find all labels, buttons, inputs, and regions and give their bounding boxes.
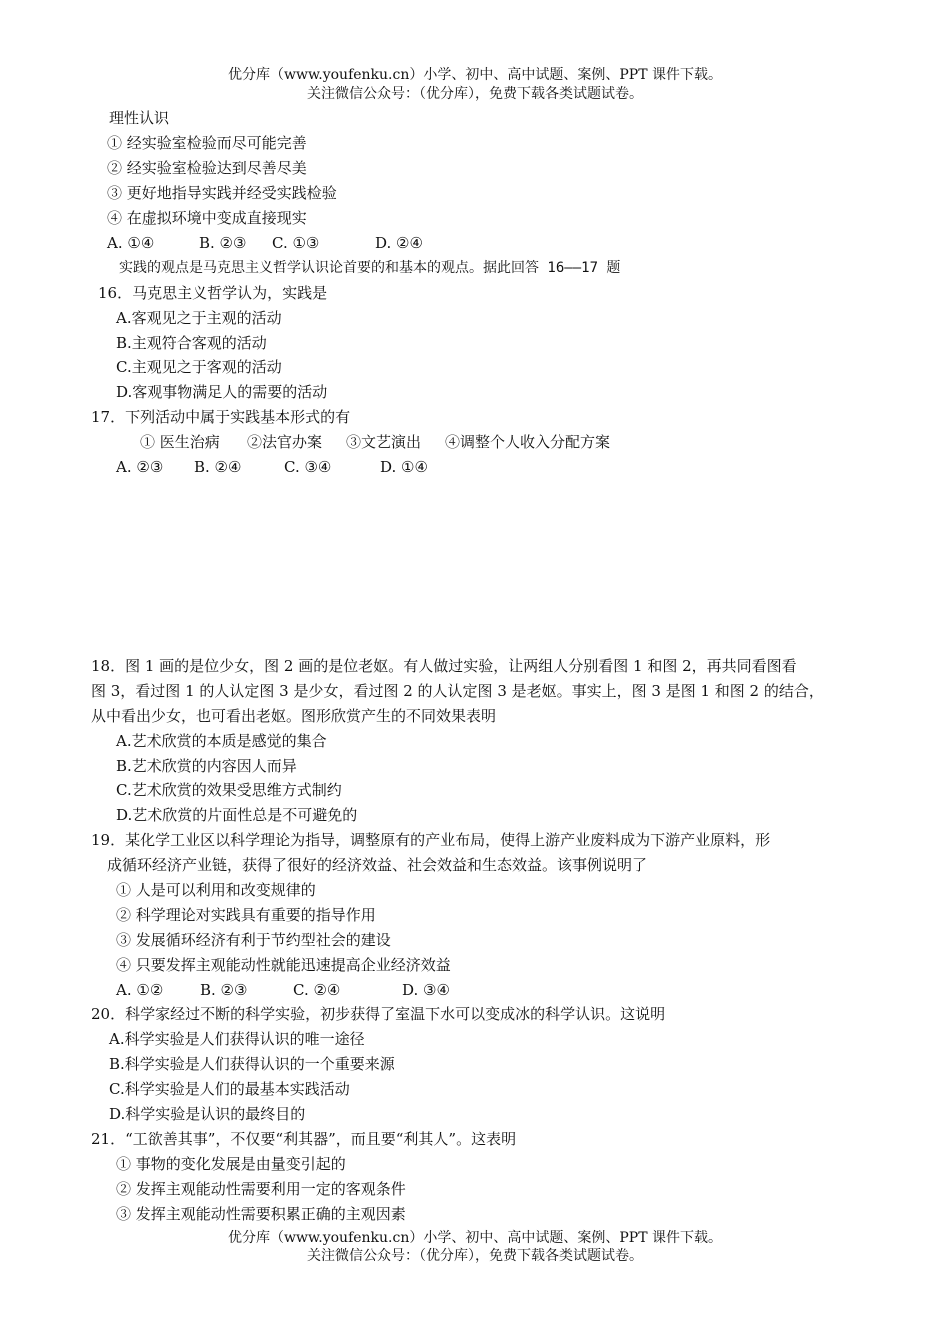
q17-option-a: A. ②③ — [116, 458, 164, 476]
q19-item-3: ③ 发展循环经济有利于节约型社会的建设 — [116, 931, 391, 949]
q19-option-b: B. ②③ — [200, 981, 248, 999]
q15-item-4: ④ 在虚拟环境中变成直接现实 — [107, 209, 307, 227]
q17-item-1: ① 医生治病 — [140, 433, 220, 451]
q19-options — [116, 980, 450, 1000]
q17-option-d: D. ①④ — [380, 458, 428, 476]
q17-item-3: ③文艺演出 — [346, 433, 422, 451]
q15-stem-end: 理性认识 — [109, 109, 170, 127]
q15-options — [107, 233, 423, 253]
q16-option-d: D.客观事物满足人的需要的活动 — [116, 383, 328, 401]
q21-stem: 21．“工欲善其事”，不仅要“利其器”，而且要“利其人”。这表明 — [91, 1130, 517, 1148]
q21-item-1: ① 事物的变化发展是由量变引起的 — [116, 1155, 346, 1173]
q18-option-b: B.艺术欣赏的内容因人而异 — [116, 757, 297, 775]
q15-option-d: D. ②④ — [375, 234, 423, 252]
footer-line-1: 优分库（www.youfenku.cn）小学、初中、高中试题、案例、PPT 课件下载。 — [227, 1230, 722, 1246]
q16-option-a: A.客观见之于主观的活动 — [116, 309, 282, 327]
q19-option-c: C. ②④ — [293, 981, 341, 999]
q20-option-b: B.科学实验是人们获得认识的一个重要来源 — [109, 1055, 395, 1073]
q19-item-2: ② 科学理论对实践具有重要的指导作用 — [116, 906, 376, 924]
q15-item-3: ③ 更好地指导实践并经受实践检验 — [107, 184, 337, 202]
q17-item-2: ②法官办案 — [247, 433, 323, 451]
intro-16-17: 实践的观点是马克思主义哲学认识论首要的和基本的观点。据此回答 16——17 题 — [119, 260, 621, 276]
header-line-1: 优分库（www.youfenku.cn）小学、初中、高中试题、案例、PPT 课件下载。 — [227, 67, 722, 83]
q16-stem: 16．马克思主义哲学认为，实践是 — [98, 284, 328, 302]
q19-stem-line-2: 成循环经济产业链，获得了很好的经济效益、社会效益和生态效益。该事例说明了 — [107, 856, 648, 874]
q21-item-2: ② 发挥主观能动性需要利用一定的客观条件 — [116, 1180, 406, 1198]
q18-stem-line-1: 18．图 1 画的是位少女，图 2 画的是位老妪。有人做过实验，让两组人分别看图 1 和图 2，再共同看图看 — [91, 657, 797, 675]
q20-stem: 20．科学家经过不断的科学实验，初步获得了室温下水可以变成冰的科学认识。这说明 — [91, 1005, 666, 1023]
q17-option-b: B. ②④ — [194, 458, 242, 476]
footer-line-2: 关注微信公众号：（优分库），免费下载各类试题试卷。 — [307, 1248, 643, 1264]
q19-item-4: ④ 只要发挥主观能动性就能迅速提高企业经济效益 — [116, 956, 451, 974]
q15-option-a: A. ①④ — [107, 234, 155, 252]
q17-items — [140, 432, 610, 452]
q17-stem: 17．下列活动中属于实践基本形式的有 — [91, 408, 351, 426]
q20-option-a: A.科学实验是人们获得认识的唯一途径 — [109, 1030, 365, 1048]
q20-option-d: D.科学实验是认识的最终目的 — [109, 1105, 306, 1123]
q15-option-b: B. ②③ — [199, 234, 247, 252]
q18-stem-line-2: 图 3，看过图 1 的人认定图 3 是少女，看过图 2 的人认定图 3 是老妪。事实上，图 3 是图 1 和图 2 的结合， — [91, 682, 824, 700]
q17-option-c: C. ③④ — [284, 458, 332, 476]
q18-option-a: A.艺术欣赏的本质是感觉的集合 — [116, 732, 327, 750]
q15-option-c: C. ①③ — [272, 234, 320, 252]
q17-options — [116, 457, 428, 477]
q16-option-c: C.主观见之于客观的活动 — [116, 358, 282, 376]
q17-item-4: ④调整个人收入分配方案 — [445, 433, 611, 451]
header-line-2: 关注微信公众号：（优分库），免费下载各类试题试卷。 — [307, 86, 643, 102]
q18-stem-line-3: 从中看出少女，也可看出老妪。图形欣赏产生的不同效果表明 — [91, 707, 497, 725]
q15-item-2: ② 经实验室检验达到尽善尽美 — [107, 159, 307, 177]
q19-stem-line-1: 19．某化学工业区以科学理论为指导，调整原有的产业布局，使得上游产业废料成为下游产业原料，形 — [91, 831, 771, 849]
q20-option-c: C.科学实验是人们的最基本实践活动 — [109, 1080, 350, 1098]
q18-option-c: C.艺术欣赏的效果受思维方式制约 — [116, 781, 342, 799]
q16-option-b: B.主观符合客观的活动 — [116, 334, 267, 352]
q19-option-a: A. ①② — [116, 981, 164, 999]
q19-item-1: ① 人是可以利用和改变规律的 — [116, 881, 316, 899]
q19-option-d: D. ③④ — [402, 981, 450, 999]
q18-option-d: D.艺术欣赏的片面性总是不可避免的 — [116, 806, 358, 824]
q15-item-1: ① 经实验室检验而尽可能完善 — [107, 134, 307, 152]
q21-item-3: ③ 发挥主观能动性需要积累正确的主观因素 — [116, 1205, 406, 1223]
